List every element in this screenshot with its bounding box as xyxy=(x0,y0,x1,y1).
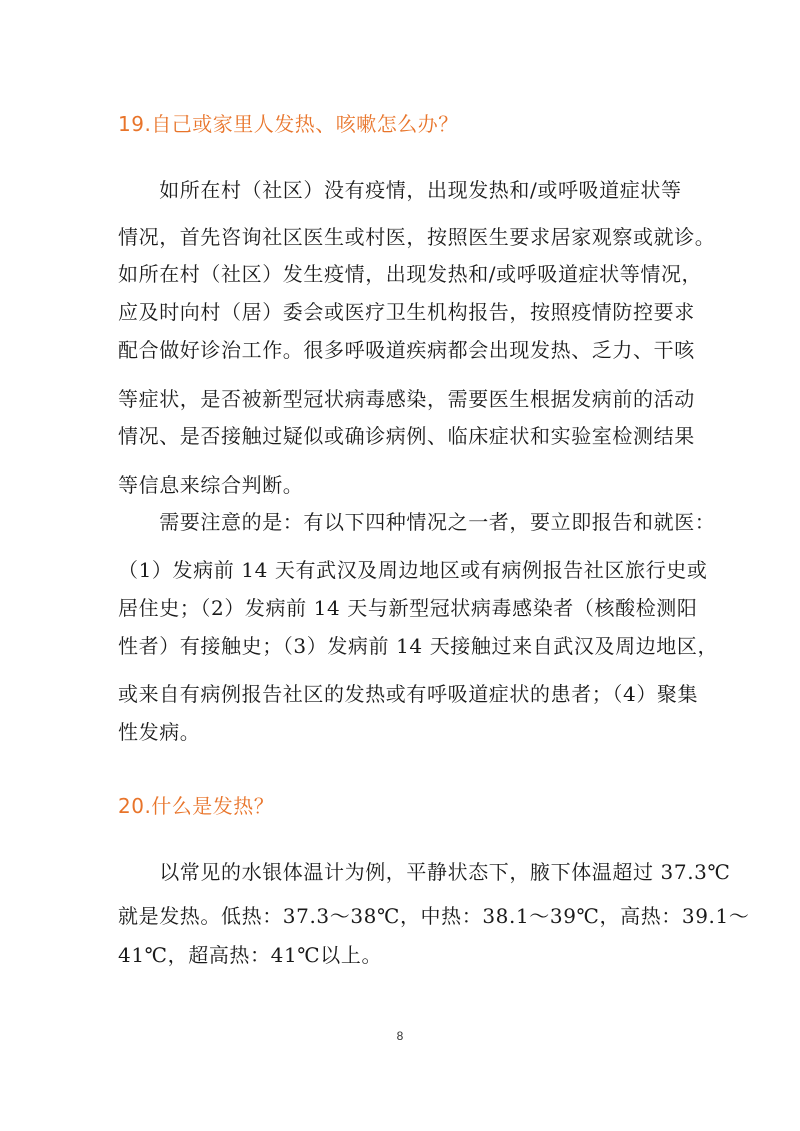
paragraph-line: 需要注意的是：有以下四种情况之一者，要立即报告和就医： xyxy=(118,510,716,534)
paragraph-line: 应及时向村（居）委会或医疗卫生机构报告，按照疫情防控要求 xyxy=(118,300,695,324)
paragraph-line: （1）发病前 14 天有武汉及周边地区或有病例报告社区旅行史或 xyxy=(118,558,708,582)
paragraph-line: 如所在村（社区）没有疫情，出现发热和/或呼吸道症状等 xyxy=(118,178,682,202)
paragraph-line: 配合做好诊治工作。很多呼吸道疾病都会出现发热、乏力、干咳 xyxy=(118,338,695,362)
paragraph-line: 等信息来综合判断。 xyxy=(118,473,304,497)
paragraph-line: 情况，首先咨询社区医生或村医，按照医生要求居家观察或就诊。 xyxy=(118,225,716,249)
section-19-heading: 19.自己或家里人发热、咳嗽怎么办？ xyxy=(118,112,459,136)
page-number: 8 xyxy=(396,1029,404,1043)
paragraph-line: 或来自有病例报告社区的发热或有呼吸道症状的患者；（4）聚集 xyxy=(118,682,699,706)
paragraph-line: 如所在村（社区）发生疫情，出现发热和/或呼吸道症状等情况， xyxy=(118,262,703,286)
paragraph-line: 就是发热。低热：37.3～38℃，中热：38.1～39℃，高热：39.1～ xyxy=(118,904,750,928)
paragraph-line: 居住史；（2）发病前 14 天与新型冠状病毒感染者（核酸检测阳 xyxy=(118,596,698,620)
section-20-heading: 20.什么是发热？ xyxy=(118,794,275,818)
paragraph-line: 性者）有接触史；（3）发病前 14 天接触过来自武汉及周边地区， xyxy=(118,634,719,658)
paragraph-line: 等症状，是否被新型冠状病毒感染，需要医生根据发病前的活动 xyxy=(118,387,695,411)
paragraph-line: 41℃，超高热：41℃以上。 xyxy=(118,943,383,967)
paragraph-line: 性发病。 xyxy=(118,720,201,744)
paragraph-line: 以常见的水银体温计为例，平静状态下，腋下体温超过 37.3℃ xyxy=(118,860,731,884)
paragraph-line: 情况、是否接触过疑似或确诊病例、临床症状和实验室检测结果 xyxy=(118,424,695,448)
